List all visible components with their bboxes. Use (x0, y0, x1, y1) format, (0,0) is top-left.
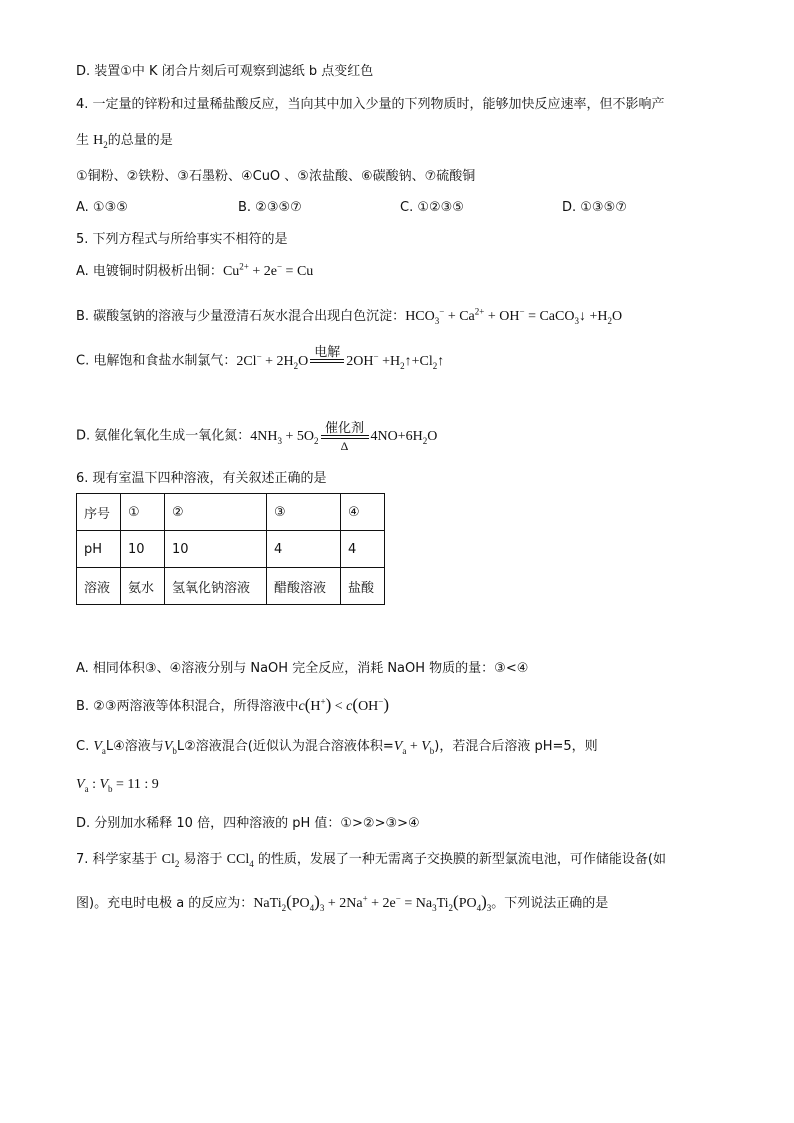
q7-text3: 的性质，发展了一种无需离子交换膜的新型氯流电池，可作储能设备(如 (253, 852, 666, 867)
table-cell: 4 (341, 531, 385, 568)
q7-text4: 图)。充电时电极 a 的反应为： (76, 896, 254, 911)
inequality-h-oh: c(H+) < c(OH−) (298, 695, 390, 714)
table-cell: 氨水 (121, 568, 165, 605)
question-6-stem: 6. 现有室温下四种溶液，有关叙述正确的是 (76, 471, 327, 486)
q5-option-b (76, 308, 622, 326)
question-5-stem: 5. 下列方程式与所给事实不相符的是 (76, 232, 288, 247)
q6-option-b (76, 696, 389, 716)
q6-option-d: D. 分别加水稀释 10 倍，四种溶液的 pH 值：①>②>③>④ (76, 816, 420, 831)
ratio-va-vb: $V_a$ : $V_b = 11$ : 9 (76, 777, 159, 794)
question-7-stem-continued (76, 893, 608, 913)
volume-va: $V_a$ (93, 739, 106, 756)
volume-vb: $V_b$ (163, 739, 177, 756)
q6-option-c-text1: L④溶液与 (105, 739, 164, 754)
solutions-table (76, 493, 385, 605)
question-4-items: ①铜粉、②铁粉、③石墨粉、④CuO 、⑤浓盐酸、⑥碳酸钠、⑦硫酸铜 (76, 169, 476, 184)
question-4-stem-continued (76, 132, 173, 150)
q4-option-c: C. ①②③⑤ (400, 200, 464, 215)
q6-option-c-text3: )，若混合后溶液 pH=5，则 (434, 739, 598, 754)
q6-option-a: A. 相同体积③、④溶液分别与 NaOH 完全反应，消耗 NaOH 物质的量：③<④ (76, 661, 529, 676)
equation-ammonia-oxidation: $4NH_3 + 5O_2$ 催化剂 Δ $4NO+6H_2O$ (250, 420, 438, 453)
condition-electrolysis: 电解 (314, 344, 341, 359)
q6-option-c-label: C. (76, 739, 94, 754)
table-cell: 序号 (77, 494, 121, 531)
q5-option-a (76, 263, 313, 281)
q6-option-c-text2: L②溶液混合(近似认为混合溶液体积= (176, 739, 394, 754)
table-row (77, 568, 385, 605)
formula-h2: $H_2$ (93, 133, 108, 150)
equation-brine-electrolysis: $2Cl^- + 2H_2O$ 电解 $2OH^- +H_2↑+Cl_2↑$ (236, 344, 445, 371)
table-cell: 氢氧化钠溶液 (165, 568, 267, 605)
option-d-previous-question: D. 装置①中 K 闭合片刻后可观察到滤纸 b 点变红色 (76, 64, 374, 79)
table-cell: ③ (267, 494, 341, 531)
equation-bicarbonate-limewater: $HCO_3^- + Ca^{2+} + OH^-$ = CaCO$_3$↓ $+H_2O$ (405, 306, 623, 326)
equation-electrode-a: $NaTi_2(PO_4)_3 + 2Na^+ + 2e^- = Na_3Ti_2(PO_4)_3$ (253, 892, 492, 913)
q7-text5: 。下列说法正确的是 (491, 896, 609, 911)
condition-heat: Δ (340, 439, 349, 453)
q6-option-c (76, 738, 598, 756)
question-7-stem (76, 851, 666, 869)
q5-option-d (76, 420, 437, 453)
q5-option-c (76, 344, 445, 371)
q4-text-part1: 生 (76, 133, 94, 148)
formula-ccl4: CCl$_4$ (226, 852, 254, 869)
ratio-value: = 11 : 9 (112, 777, 159, 792)
equation-copper-deposition: $Cu^{2+} + 2e^- = Cu$ (222, 261, 314, 279)
q6-option-c-ratio (76, 776, 159, 794)
q4-text-part2: 的总量的是 (107, 133, 173, 148)
q5-option-c-text: C. 电解饱和食盐水制氯气： (76, 353, 237, 369)
q7-text1: 7. 科学家基于 (76, 852, 162, 867)
table-cell: 溶液 (77, 568, 121, 605)
q5-option-d-text: D. 氨催化氧化生成一氧化氮： (76, 428, 251, 444)
table-cell: 4 (267, 531, 341, 568)
q5-option-a-text: A. 电镀铜时阴极析出铜： (76, 264, 223, 279)
table-cell: pH (77, 531, 121, 568)
table-row (77, 531, 385, 568)
table-cell: 醋酸溶液 (267, 568, 341, 605)
table-cell: ④ (341, 494, 385, 531)
question-4-stem: 4. 一定量的锌粉和过量稀盐酸反应，当向其中加入少量的下列物质时，能够加快反应速率，但不影响产 (76, 97, 665, 112)
q4-option-d: D. ①③⑤⑦ (562, 200, 627, 215)
q6-option-b-text: B. ②③两溶液等体积混合，所得溶液中 (76, 699, 299, 714)
table-cell: ② (165, 494, 267, 531)
volume-sum: $V_a + V_b$ (393, 739, 435, 756)
q7-text2: 易溶于 (179, 852, 227, 867)
condition-catalyst: 催化剂 (325, 420, 365, 435)
table-row (77, 494, 385, 531)
q5-option-b-text: B. 碳酸氢钠的溶液与少量澄清石灰水混合出现白色沉淀： (76, 309, 406, 324)
formula-cl2: $Cl_2$ (161, 852, 180, 869)
q4-option-b: B. ②③⑤⑦ (238, 200, 302, 215)
q4-option-a: A. ①③⑤ (76, 200, 128, 215)
table-cell: 10 (165, 531, 267, 568)
table-cell: ① (121, 494, 165, 531)
table-cell: 10 (121, 531, 165, 568)
table-cell: 盐酸 (341, 568, 385, 605)
